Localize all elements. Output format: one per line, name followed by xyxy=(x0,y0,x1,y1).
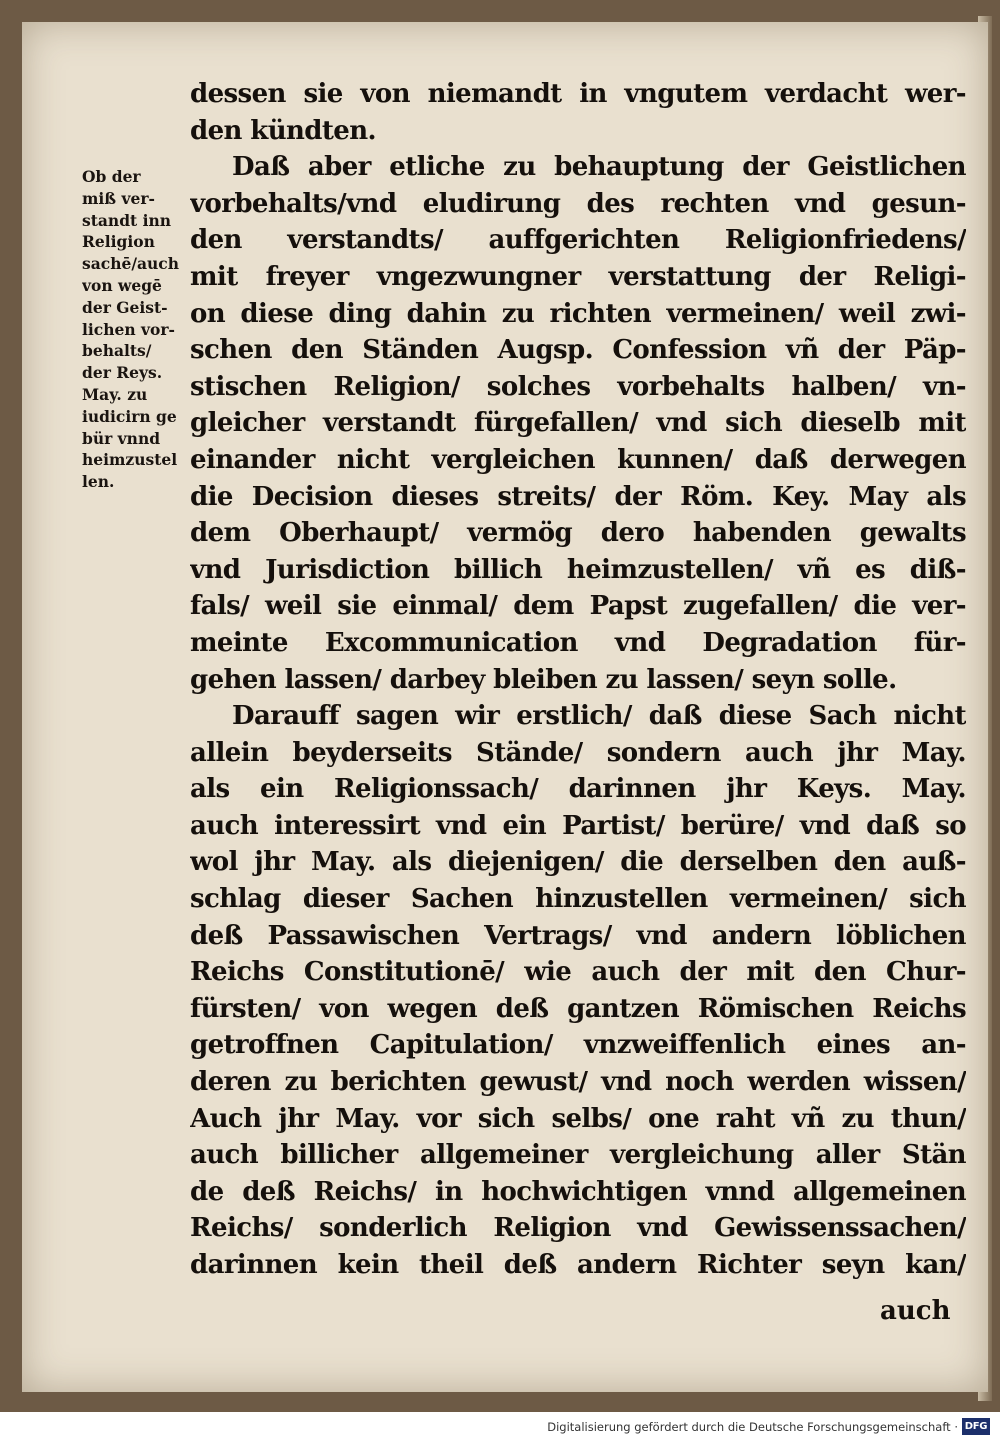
marginal-line: sachē/auch xyxy=(82,254,180,274)
text-line: getroffnen Capitulation/ vnzweiffenlich eines an- xyxy=(190,1030,966,1061)
text-line: den kündten. xyxy=(190,115,376,146)
marginal-line: der Reys. xyxy=(82,363,163,383)
text-line: vnd Jurisdiction billich heimzustellen/ vñ es diß- xyxy=(190,554,966,585)
text-line: fals/ weil sie einmal/ dem Papst zugefallen/ die ver- xyxy=(190,591,966,622)
text-line: gehen lassen/ darbey bleiben zu lassen/ seyn solle. xyxy=(190,664,897,695)
marginal-line: der Geist- xyxy=(82,297,168,317)
text-line: wol jhr May. als diejenigen/ die derselben den auß- xyxy=(190,847,966,878)
text-line: als ein Religionssach/ darinnen jhr Keys. May. xyxy=(190,774,966,805)
marginal-line: Ob der xyxy=(82,167,141,186)
text-line: allein beyderseits Stände/ sondern auch jhr May. xyxy=(190,737,966,768)
text-line: darinnen kein theil deß andern Richter seyn kan/ xyxy=(190,1250,966,1280)
marginal-line: miß ver- xyxy=(82,188,155,208)
footer-credit: Digitalisierung gefördert durch die Deutsche Forschungsgemeinschaft · xyxy=(547,1420,958,1434)
marginal-line: bür vnnd xyxy=(82,428,161,448)
marginal-line: Religion xyxy=(82,232,155,252)
text-line: stischen Religion/ solches vorbehalts halben/ vn- xyxy=(190,371,966,402)
marginal-note xyxy=(82,166,202,493)
text-line: dem Oberhaupt/ vermög dero habenden gewalts xyxy=(190,518,966,549)
text-line: deren zu berichten gewust/ vnd noch werden wissen/ xyxy=(190,1067,966,1098)
text-line: Reichs Constitutionē/ wie auch der mit den Chur- xyxy=(190,957,966,988)
marginal-line: lichen vor- xyxy=(82,319,175,339)
marginal-line: behalts/ xyxy=(82,341,152,361)
text-line: die Decision dieses streits/ der Röm. Key. May als xyxy=(190,481,966,512)
text-line: einander nicht vergleichen kunnen/ daß derwegen xyxy=(190,444,966,475)
marginal-line: len. xyxy=(82,472,115,492)
marginal-line: heimzustel xyxy=(82,450,178,470)
text-line: Darauff sagen wir erstlich/ daß diese Sach nicht xyxy=(232,701,966,732)
marginal-line: von wegē xyxy=(82,275,162,295)
text-line: den verstandts/ auffgerichten Religionfriedens/ xyxy=(190,225,966,256)
text-line: Reichs/ sonderlich Religion vnd Gewissenssachen/ xyxy=(190,1213,966,1244)
marginal-line: May. zu xyxy=(82,384,148,404)
text-line: auch billicher allgemeiner vergleichung aller Stän xyxy=(190,1140,966,1171)
text-line: meinte Excommunication vnd Degradation für- xyxy=(190,627,966,658)
text-line: dessen sie von niemandt in vngutem verdacht wer- xyxy=(190,79,966,109)
text-line: vorbehalts/vnd eludirung des rechten vnd gesun- xyxy=(190,188,966,219)
text-line: mit freyer vngezwungner verstattung der Religi- xyxy=(190,261,966,292)
text-line: fürsten/ von wegen deß gantzen Römischen Reichs xyxy=(190,993,966,1024)
marginal-line: standt inn xyxy=(82,210,172,230)
dfg-logo-icon[interactable]: DFG xyxy=(962,1418,990,1435)
main-text-block xyxy=(190,76,966,1284)
catchword: auch xyxy=(880,1296,951,1326)
text-line: on diese ding dahin zu richten vermeinen/ weil zwi- xyxy=(190,298,966,329)
text-line: schlag dieser Sachen hinzustellen vermeinen/ sich xyxy=(190,884,966,915)
text-line: auch interessirt vnd ein Partist/ berüre/ vnd daß so xyxy=(190,810,966,841)
text-line: Daß aber etliche zu behauptung der Geistlichen xyxy=(232,152,966,183)
marginal-line: iudicirn ge xyxy=(82,406,177,426)
text-line: de deß Reichs/ in hochwichtigen vnnd allgemeinen xyxy=(190,1176,966,1207)
text-line: schen den Ständen Augsp. Confession vñ der Päp- xyxy=(190,335,966,366)
text-line: Auch jhr May. vor sich selbs/ one raht vñ zu thun/ xyxy=(190,1103,966,1134)
text-line: deß Passawischen Vertrags/ vnd andern löblichen xyxy=(190,920,966,951)
text-line: gleicher verstandt fürgefallen/ vnd sich dieselb mit xyxy=(190,408,966,439)
